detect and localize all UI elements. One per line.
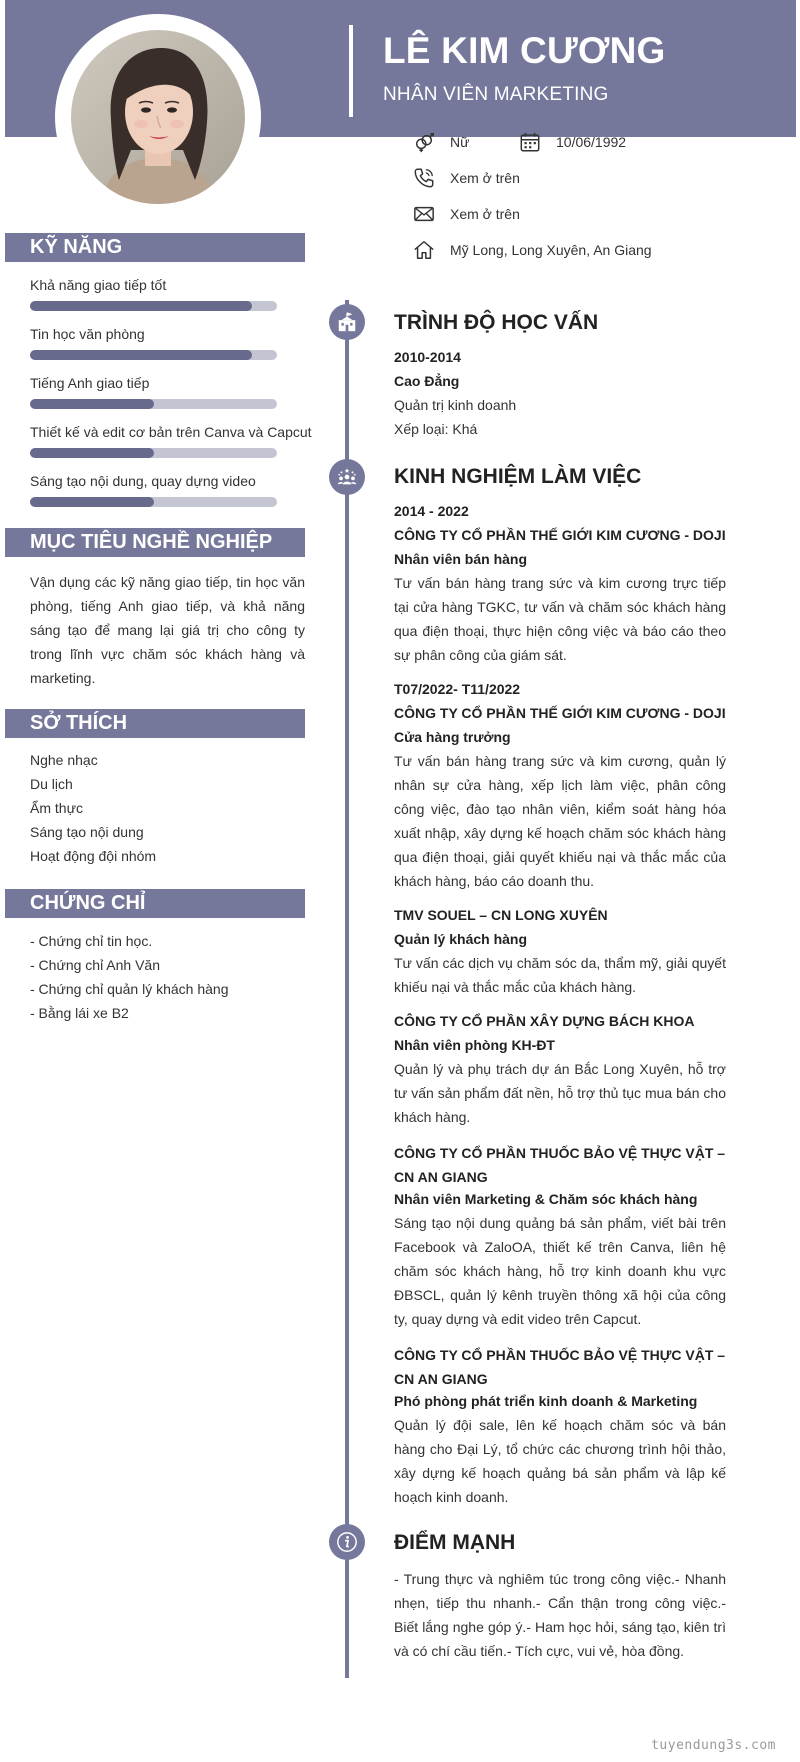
hobby-item: Sáng tạo nội dung — [30, 824, 144, 840]
skill-bar-fill — [30, 399, 154, 409]
job-period: 2014 - 2022 — [394, 503, 469, 519]
education-marker — [329, 304, 365, 340]
job-period: T07/2022- T11/2022 — [394, 681, 521, 697]
hobby-item: Nghe nhạc — [30, 752, 98, 768]
education-major: Quản trị kinh doanh — [394, 397, 517, 413]
address-value: Mỹ Long, Long Xuyên, An Giang — [450, 242, 652, 258]
job-company: CÔNG TY CỔ PHẦN XÂY DỰNG BÁCH KHOA — [394, 1013, 695, 1029]
job-role: Quản lý khách hàng — [394, 931, 528, 947]
experience-heading: KINH NGHIỆM LÀM VIỆC — [394, 465, 642, 488]
certificates-heading: CHỨNG CHỈ — [5, 889, 305, 918]
job-company: TMV SOUEL – CN LONG XUYÊN — [394, 907, 608, 923]
certificate-item: - Bằng lái xe B2 — [30, 1005, 129, 1021]
timeline-line — [345, 300, 349, 1678]
skill-bar-fill — [30, 350, 252, 360]
mail-icon — [413, 203, 435, 225]
skill-bar-fill — [30, 448, 154, 458]
candidate-name: LÊ KIM CƯƠNG — [383, 30, 666, 71]
contact-birthday — [519, 128, 719, 156]
job-description: Quản lý và phụ trách dự án Bắc Long Xuyên, hỗ trợ tư vấn sản phẩm đất nền, hỗ trợ thủ tục mua bán cho khách hàng. — [394, 1061, 726, 1125]
team-award-icon — [336, 466, 358, 488]
objective-heading: MỤC TIÊU NGHỀ NGHIỆP — [5, 528, 305, 557]
info-icon — [336, 1531, 358, 1553]
strengths-marker — [329, 1524, 365, 1560]
hobby-item: Ẩm thực — [30, 800, 83, 816]
job-role: Nhân viên Marketing & Chăm sóc khách hàng — [394, 1191, 698, 1207]
email-value: Xem ở trên — [450, 206, 520, 222]
skill-bar-fill — [30, 497, 154, 507]
experience-marker — [329, 459, 365, 495]
skill-bar — [30, 497, 277, 507]
watermark: tuyendung3s.com — [651, 1738, 776, 1753]
job-company: CÔNG TY CỔ PHẦN THẾ GIỚI KIM CƯƠNG - DOJI — [394, 527, 726, 543]
objective-text: Vận dụng các kỹ năng giao tiếp, tin học văn phòng, tiếng Anh giao tiếp, và khả năng sáng tạo để mang lại giá trị cho công ty trong lĩnh vực chăm sóc khách hàng và marketing. — [30, 574, 305, 686]
contact-phone — [413, 164, 713, 192]
job-company: CÔNG TY CỔ PHẦN THUỐC BẢO VỆ THỰC VẬT – CN AN GIANG — [394, 1145, 726, 1185]
certificate-item: - Chứng chỉ quản lý khách hàng — [30, 981, 229, 997]
job-role: Phó phòng phát triển kinh doanh & Marketing — [394, 1393, 698, 1409]
certificate-item: - Chứng chỉ tin học. — [30, 933, 153, 949]
school-icon — [336, 311, 358, 333]
certificate-item: - Chứng chỉ Anh Văn — [30, 957, 161, 973]
skill-bar — [30, 350, 277, 360]
strengths-heading: ĐIỂM MẠNH — [394, 1531, 516, 1554]
job-role: Nhân viên phòng KH-ĐT — [394, 1037, 555, 1053]
skill-label: Tiếng Anh giao tiếp — [30, 375, 150, 391]
hobby-item: Hoạt động đội nhóm — [30, 848, 157, 864]
birthday-value: 10/06/1992 — [556, 134, 627, 150]
contact-address — [413, 236, 743, 264]
education-period: 2010-2014 — [394, 349, 461, 365]
skill-bar — [30, 399, 277, 409]
skill-bar — [30, 301, 277, 311]
skill-label: Khả năng giao tiếp tốt — [30, 277, 167, 293]
phone-icon — [413, 167, 435, 189]
name-divider — [349, 25, 353, 117]
skill-label: Thiết kế và edit cơ bản trên Canva và Capcut — [30, 424, 312, 440]
job-title: NHÂN VIÊN MARKETING — [383, 84, 609, 105]
skill-bar-fill — [30, 301, 252, 311]
home-icon — [413, 239, 435, 261]
job-role: Cửa hàng trưởng — [394, 729, 511, 745]
job-description: Sáng tạo nội dung quảng bá sản phẩm, viết bài trên Facebook và ZaloOA, thiết kế trên Canva, liên hệ chăm sóc khách hàng, hỗ trợ kinh doanh khu vực ĐBSCL, quản lý kênh truyền thông xã hội của công ty, quay dựng và edit video trên Capcut. — [394, 1215, 726, 1327]
skill-bar — [30, 448, 277, 458]
portrait-photo — [71, 30, 245, 204]
phone-value: Xem ở trên — [450, 170, 520, 186]
contact-email — [413, 200, 713, 228]
strengths-text: - Trung thực và nghiêm túc trong công việc.- Nhanh nhẹn, tiếp thu nhanh.- Cẩn thận trong công việc.- Biết lắng nghe góp ý.- Ham học hỏi, sáng tạo, kiên trì và có chí cầu tiến.- Tích cực, vui vẻ, hòa đồng. — [394, 1571, 726, 1659]
job-role: Nhân viên bán hàng — [394, 551, 528, 567]
skill-label: Sáng tạo nội dung, quay dựng video — [30, 473, 256, 489]
hobbies-heading: SỞ THÍCH — [5, 709, 305, 738]
skill-label: Tin học văn phòng — [30, 326, 145, 342]
education-grade: Xếp loại: Khá — [394, 421, 478, 437]
avatar — [71, 30, 245, 204]
job-description: Tư vấn bán hàng trang sức và kim cương trực tiếp tại cửa hàng TGKC, tư vấn và chăm sóc khách hàng qua điện thoại, thực hiện công việc và báo cáo theo sự phân công của giám sát. — [394, 575, 726, 663]
hobby-item: Du lịch — [30, 776, 73, 792]
gender-icon — [413, 131, 435, 153]
education-heading: TRÌNH ĐỘ HỌC VẤN — [394, 311, 599, 334]
job-description: Quản lý đội sale, lên kế hoạch chăm sóc và bán hàng cho Đại Lý, tổ chức các chương trình hội thảo, xây dựng kế hoạch quảng bá sản phẩm và lập kế hoạch kinh doanh. — [394, 1417, 726, 1505]
gender-value: Nữ — [450, 134, 470, 150]
skills-heading: KỸ NĂNG — [5, 233, 305, 262]
job-description: Tư vấn bán hàng trang sức và kim cương, quản lý nhân sự cửa hàng, xếp lịch làm việc, phân công công việc, đào tạo nhân viên, kiểm soát hàng hóa xuất nhập, xây dựng kế hoạch chăm sóc khách hàng qua điện thoại, giải quyết khiếu nại và thắc mắc của khách hàng, báo cáo doanh thu. — [394, 753, 726, 889]
education-level: Cao Đẳng — [394, 373, 460, 389]
job-company: CÔNG TY CỔ PHẦN THUỐC BẢO VỆ THỰC VẬT – CN AN GIANG — [394, 1347, 726, 1387]
job-company: CÔNG TY CỔ PHẦN THẾ GIỚI KIM CƯƠNG - DOJI — [394, 705, 726, 721]
job-description: Tư vấn các dịch vụ chăm sóc da, thẩm mỹ, giải quyết khiếu nại và thắc mắc của khách hàng. — [394, 955, 726, 995]
calendar-icon — [519, 131, 541, 153]
